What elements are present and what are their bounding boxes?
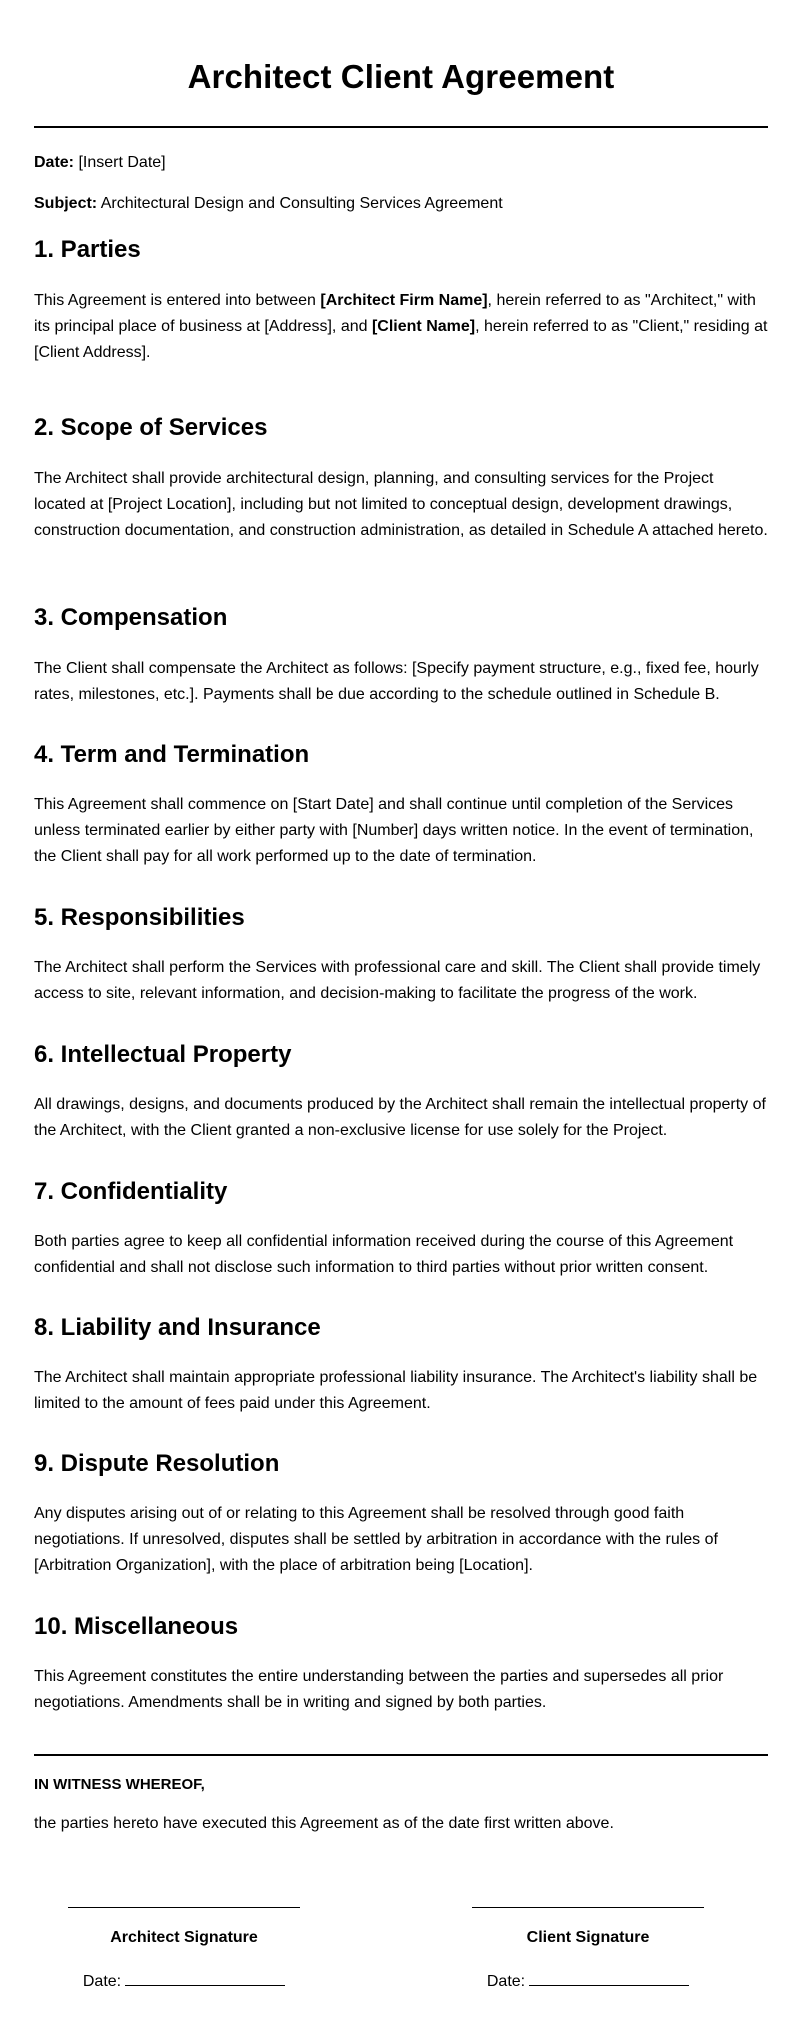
section-title-miscellaneous: 10. Miscellaneous: [34, 1613, 239, 1640]
section-title-intellectual-property: 6. Intellectual Property: [34, 1041, 292, 1068]
architect-firm-name: [Architect Firm Name]: [320, 292, 488, 309]
architect-date-blank[interactable]: [125, 1970, 285, 1986]
architect-signature-line[interactable]: [68, 1907, 300, 1908]
witness-divider: [34, 1754, 768, 1756]
section-title-scope: 2. Scope of Services: [34, 414, 268, 441]
section-title-dispute-resolution: 9. Dispute Resolution: [34, 1450, 280, 1477]
date-value: [Insert Date]: [78, 154, 166, 171]
parties-text-1: This Agreement is entered into between: [34, 292, 321, 309]
section-body-intellectual-property: All drawings, designs, and documents produced by the Architect shall remain the intellectual property of the Architect, with the Client granted a non-exclusive license for use solely for the Project.: [34, 1096, 766, 1139]
section-title-term: 4. Term and Termination: [34, 741, 310, 768]
client-date-label: Date:: [486, 1973, 526, 1990]
subject-value: Architectural Design and Consulting Services Agreement: [100, 195, 503, 212]
architect-date-line: [34, 1970, 334, 1992]
section-body-term: This Agreement shall commence on [Start Date] and shall continue until completion of the Services unless terminated earlier by either party with [Number] days written notice. In the event of termination, the Client shall pay for all work performed up to the date of termination.: [34, 796, 754, 865]
witness-text: the parties hereto have executed this Agreement as of the date first written above.: [34, 1815, 614, 1832]
parties-text-2: , herein referred to as "Architect," with its principal place of business at [Address], and: [34, 292, 756, 335]
client-date-line: [438, 1970, 738, 1992]
architect-date-label: Date:: [82, 1973, 122, 1990]
section-title-compensation: 3. Compensation: [34, 604, 228, 631]
section-title-liability: 8. Liability and Insurance: [34, 1314, 321, 1341]
section-title-confidentiality: 7. Confidentiality: [34, 1178, 228, 1205]
title-divider: [34, 126, 768, 128]
client-signature-block: [438, 1895, 738, 1992]
parties-text-3: , herein referred to as "Client," residing at [Client Address].: [34, 318, 768, 361]
client-date-blank[interactable]: [529, 1970, 689, 1986]
section-body-dispute-resolution: Any disputes arising out of or relating to this Agreement shall be resolved through good faith negotiations. If unresolved, disputes shall be settled by arbitration in accordance with the rules of [Arbitration Organization], with the place of arbitration being [Location].: [34, 1505, 718, 1574]
section-title-parties: 1. Parties: [34, 236, 141, 263]
client-signature-line[interactable]: [472, 1907, 704, 1908]
section-body-parties: [34, 288, 768, 366]
client-name: [Client Name]: [371, 318, 476, 335]
section-body-compensation: The Client shall compensate the Architect as follows: [Specify payment structure, e.g., fixed fee, hourly rates, milestones, etc.]. Payments shall be due according to the schedule outlined in Schedule B.: [34, 660, 759, 703]
section-title-responsibilities: 5. Responsibilities: [34, 904, 245, 931]
section-body-responsibilities: The Architect shall perform the Services with professional care and skill. The Client shall provide timely access to site, relevant information, and decision-making to facilitate the progress of the work.: [34, 959, 761, 1002]
architect-signature-label: Architect Signature: [110, 1929, 258, 1946]
date-line: [34, 153, 166, 173]
subject-label: Subject:: [34, 195, 98, 212]
client-signature-label: Client Signature: [526, 1929, 650, 1946]
section-body-miscellaneous: This Agreement constitutes the entire understanding between the parties and supersedes all prior negotiations. Amendments shall be in writing and signed by both parties.: [34, 1668, 724, 1711]
date-label: Date:: [34, 154, 75, 171]
section-body-confidentiality: Both parties agree to keep all confidential information received during the course of this Agreement confidential and shall not disclose such information to third parties without prior written consent.: [34, 1233, 734, 1276]
document-title: Architect Client Agreement: [187, 58, 615, 95]
witness-heading: IN WITNESS WHEREOF,: [34, 1776, 205, 1793]
section-body-liability: The Architect shall maintain appropriate professional liability insurance. The Architect's liability shall be limited to the amount of fees paid under this Agreement.: [34, 1369, 758, 1412]
section-body-scope: The Architect shall provide architectural design, planning, and consulting services for the Project located at [Project Location], including but not limited to conceptual design, development drawings, construction documentation, and construction administration, as detailed in Schedule A attached hereto.: [34, 470, 768, 539]
architect-signature-block: [34, 1895, 334, 1992]
subject-line: [34, 194, 503, 214]
